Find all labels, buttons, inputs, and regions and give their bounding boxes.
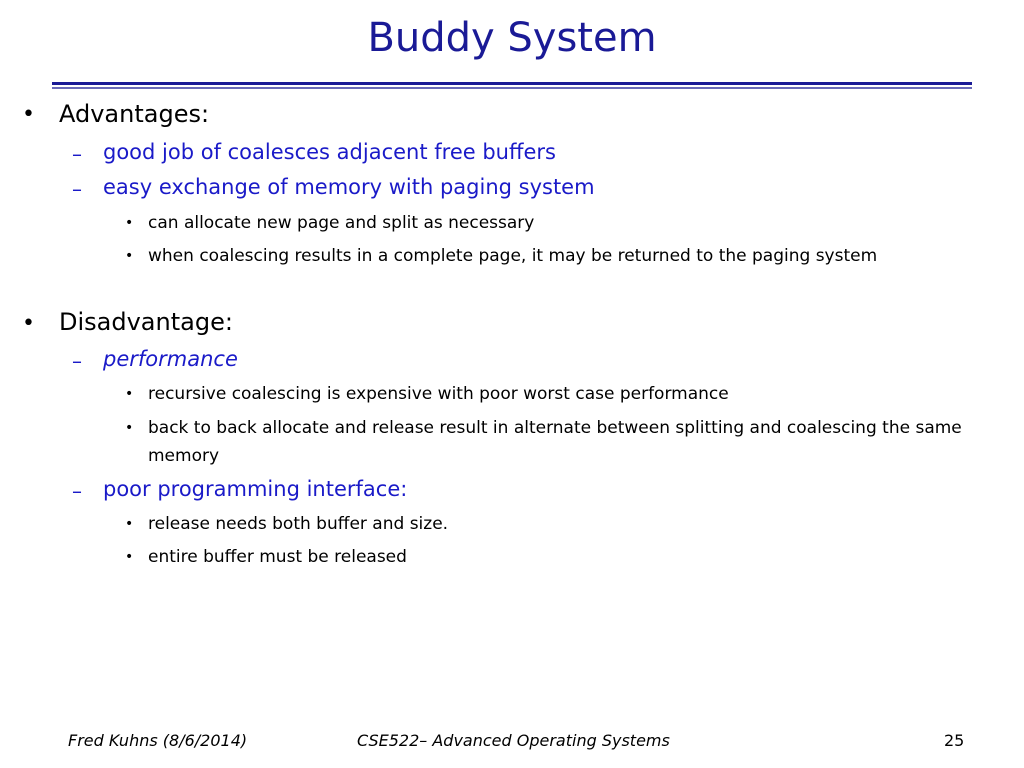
bullet-disadvantage: •	[22, 311, 35, 336]
paging-detail-return: when coalescing results in a complete page, it may be returned to the paging system	[148, 246, 878, 266]
bullet-advantages: •	[22, 102, 35, 127]
sub-bullet: •	[125, 420, 134, 436]
interface-detail-size: release needs both buffer and size.	[148, 514, 449, 534]
dash-bullet: –	[72, 479, 82, 503]
footer-course: CSE522– Advanced Operating Systems	[357, 731, 670, 750]
dash-bullet: –	[72, 177, 82, 201]
sub-bullet: •	[125, 549, 134, 565]
heading-disadvantage: Disadvantage:	[59, 308, 233, 336]
performance-detail-back-to-back: back to back allocate and release result in alternate between splitting and coalescing the same memory	[148, 418, 962, 466]
dash-bullet: –	[72, 349, 82, 373]
footer-author: Fred Kuhns (8/6/2014)	[68, 731, 248, 750]
slide-title: Buddy System	[367, 15, 657, 61]
disadvantage-item-performance: performance	[103, 347, 238, 371]
dash-bullet: –	[72, 142, 82, 166]
heading-advantages: Advantages:	[59, 100, 210, 128]
sub-bullet: •	[125, 215, 134, 231]
sub-bullet: •	[125, 248, 134, 264]
performance-detail-recursive: recursive coalescing is expensive with poor worst case performance	[148, 384, 729, 404]
advantage-item-paging: easy exchange of memory with paging system	[103, 175, 595, 199]
footer-page-number: 25	[944, 731, 965, 750]
interface-detail-entire: entire buffer must be released	[148, 547, 407, 567]
advantage-item-coalesces: good job of coalesces adjacent free buffers	[103, 140, 556, 164]
paging-detail-split: can allocate new page and split as necessary	[148, 213, 535, 233]
sub-bullet: •	[125, 516, 134, 532]
disadvantage-item-interface: poor programming interface:	[103, 477, 408, 501]
sub-bullet: •	[125, 386, 134, 402]
